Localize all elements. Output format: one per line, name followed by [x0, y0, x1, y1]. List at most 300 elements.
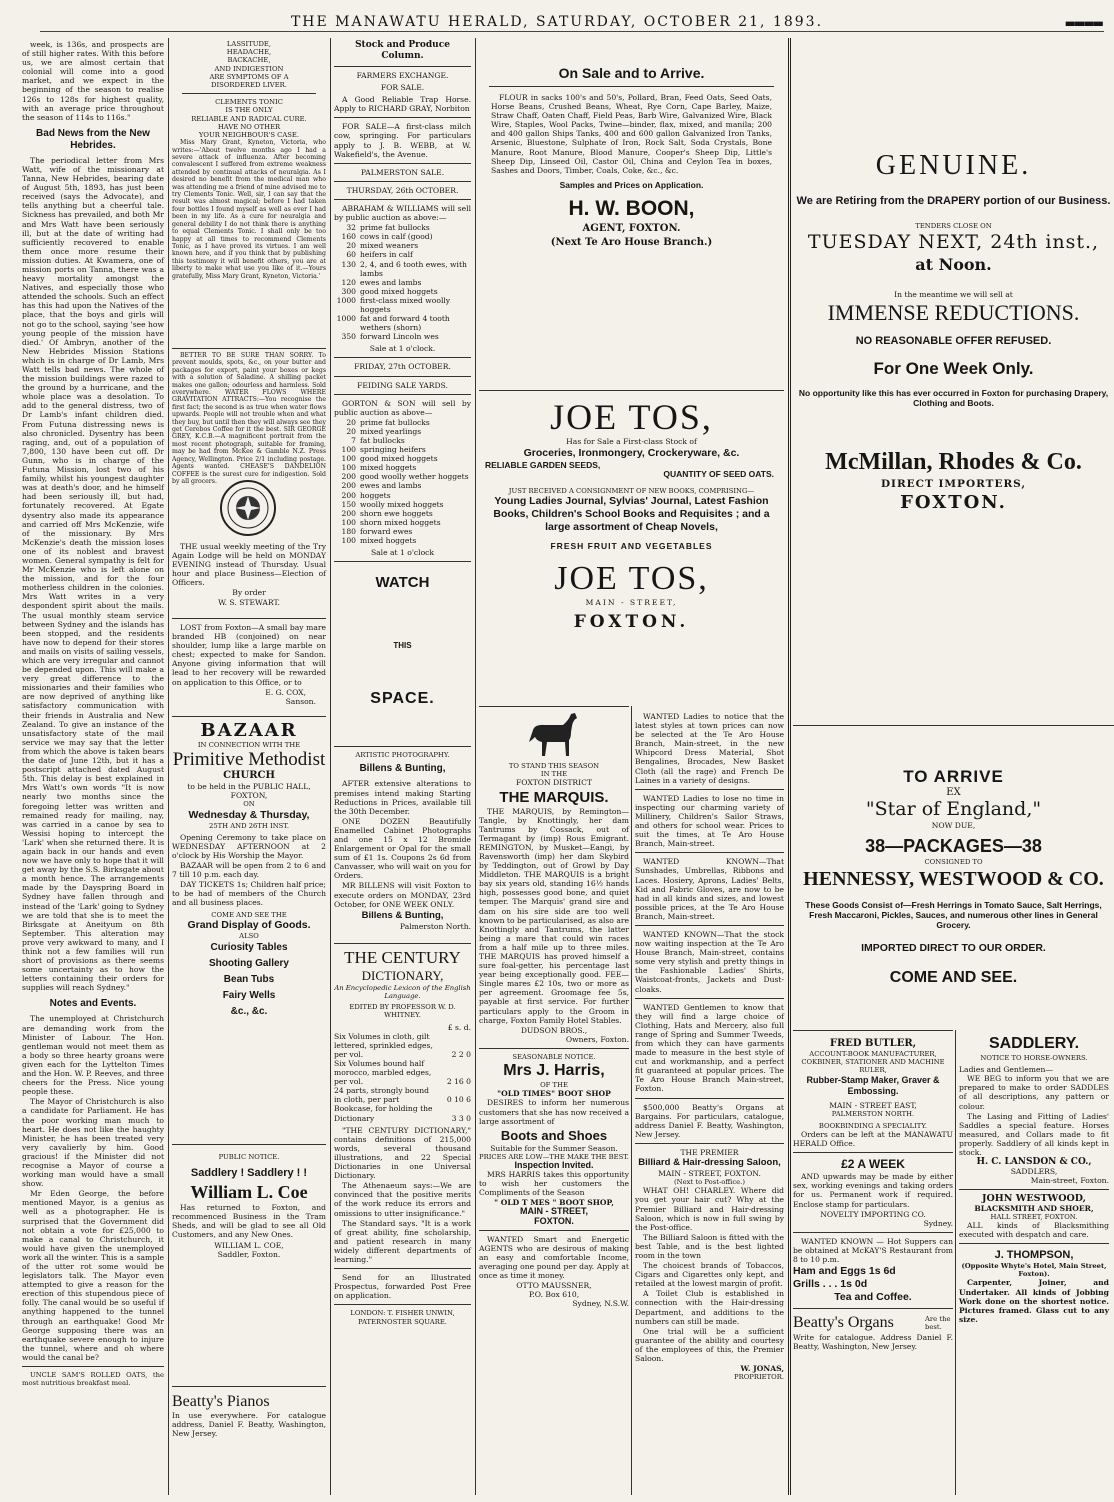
- stock-row: [334, 436, 471, 445]
- publisher: LONDON: T. FISHER UNWIN, PATERNOSTER SQUARE.: [350, 1309, 455, 1326]
- dudson: DUDSON BROS.,: [520, 1025, 588, 1035]
- stock-count: 60: [346, 250, 356, 260]
- bazaar-item: Fairy Wells: [222, 989, 276, 1001]
- jonas: W. JONAS,: [740, 1364, 784, 1374]
- price-value: 3 3 0: [451, 1113, 471, 1123]
- stock-desc: fat bullocks: [360, 436, 405, 445]
- bazaar-item: Bean Tubs: [223, 973, 275, 985]
- tonic-line: RELIABLE AND RADICAL CURE.: [191, 114, 307, 123]
- beatty-organs-title: Beatty's Organs: [793, 1314, 894, 1332]
- lodge-text: THE usual weekly meeting of the Try Again Lodge will be held on MONDAY EVENING instead of Thursday. Usual hour and place Business—Election of Officers.: [172, 542, 326, 588]
- divider: [334, 394, 471, 395]
- stock-count: 100: [341, 536, 356, 546]
- column-rule: [475, 38, 476, 1495]
- joe-has: Has for Sale a First-class Stock of: [566, 437, 697, 446]
- stock-count: 200: [341, 490, 356, 500]
- stock-title: Stock and Produce Column.: [355, 40, 450, 61]
- stock-count: 160: [341, 232, 356, 242]
- joe-tos-advert: [479, 390, 784, 751]
- stock-row: [334, 296, 471, 314]
- tonic-testimonial: Miss Mary Grant, Kyneton, Victoria, who writes:—'About twelve months ago I had a severe attack of influenza. After becoming convalescent I suffered from extreme weakness attended by continual attacks of neuralgia. As I desired no benefit from the medical man who was attending me a friend of mine advised me to try Clements Tonic. Well, sir, I can say that the result was almost magical; before I had taken four bottles I found myself as well as ever I had been in my life. As a cure for neuralgia and general debility I do not think there is anything to equal Clements Tonic. I shall only be too happy at all times to recommend Clements Tonic, as I have proved its virtues. I am well known here, and if you think that by publishing this testimony it will benefit others, you are at liberty to make what use you like of it.—Yours gratefully, Miss Mary Grant, Kyneton, Victoria.': [172, 139, 326, 280]
- horse-icon: [479, 710, 629, 762]
- boon-next: (Next Te Aro House Branch.): [550, 236, 713, 248]
- joe-main: MAIN - STREET,: [585, 597, 678, 607]
- stock-desc: cows in calf (good): [360, 232, 433, 242]
- boots-prices: PRICES ARE LOW—THE MAKE THE BEST.: [479, 1152, 629, 1161]
- beg-text: WE BEG to inform you that we are prepared to make to order SADDLES of all descriptions, any pattern or colour.: [959, 1074, 1109, 1111]
- saladine-advert: [172, 348, 326, 485]
- saddlery-column: [959, 1030, 1109, 1499]
- hall-street: HALL STREET, FOXTON.: [990, 1212, 1078, 1221]
- stock-row: [334, 418, 471, 427]
- sale-time: Sale at 1 o'clock.: [369, 344, 436, 354]
- divider: [334, 1304, 471, 1305]
- hennessy-advert: [793, 725, 1114, 1036]
- lodge-signature: W. S. STEWART.: [218, 597, 280, 607]
- divider: [635, 789, 784, 790]
- stock-count: 20: [346, 426, 356, 436]
- joe-books: Young Ladies Journal, Sylvias' Journal, Latest Fashion Books, Children's School Books and Requisites ; and a large assortment of Cheap Novels,: [493, 495, 770, 534]
- stock-count: 150: [341, 499, 356, 509]
- divider: [334, 746, 471, 747]
- header-rule: [40, 31, 1104, 32]
- beatty-organs-title-row: [793, 1313, 953, 1333]
- stock-desc: good mixed hoggets: [360, 286, 438, 296]
- lansdon: H. C. LANSDON & CO.,: [976, 1157, 1092, 1168]
- divider: [489, 86, 774, 87]
- column-stock: [334, 40, 471, 1495]
- stock-desc: ewes and lambs: [360, 277, 422, 287]
- column-rule: [330, 38, 331, 1495]
- stock-desc: fat and forward 4 tooth wethers (shorn): [360, 314, 450, 333]
- stock-desc: woolly mixed hoggets: [360, 499, 444, 509]
- divider: [334, 357, 471, 358]
- price-row: [334, 1086, 471, 1104]
- stock-desc: prime fat bullocks: [360, 223, 430, 233]
- joe-oats: QUANTITY OF SEED OATS.: [663, 469, 774, 480]
- column-rule: [631, 706, 632, 1495]
- inspection: Inspection Invited.: [514, 1160, 594, 1171]
- century-title: THE CENTURY: [344, 947, 461, 967]
- otto-box: P.O. Box 610,: [528, 1290, 580, 1300]
- beatty-pianos-advert: [172, 1386, 326, 1493]
- divider: [793, 1232, 953, 1233]
- joe-seeds: RELIABLE GARDEN SEEDS,: [485, 460, 601, 471]
- public-notice-title: PUBLIC NOTICE.: [218, 1153, 280, 1161]
- billens-text: ONE DOZEN Beautifully Enamelled Cabinet Photographs and one 15 x 12 Bromide Enlargement or Opal for the small sum of £1 1s. Coupons 2s 6d from Canvasser, who will wait on you for Orders.: [334, 816, 471, 881]
- feilding-yards: FEIDING SALE YARDS.: [357, 380, 448, 390]
- column-news: [22, 40, 164, 1495]
- boon-name: H. W. BOON,: [568, 196, 695, 220]
- stock-count: 200: [341, 481, 356, 491]
- bazaar-where: to be held in the PUBLIC HALL, FOXTON,: [187, 782, 311, 801]
- one-week: For One Week Only.: [873, 359, 1034, 379]
- lodge-by: By order: [232, 588, 266, 598]
- wanted-millinery: WANTED Ladies to lose no time in inspecting our charming variety of Millinery, Children's Sailor Straws, and others for school wear. Prices to suit the times, at Te Aro House Branch, Main-street.: [635, 793, 784, 849]
- tonic-line: CLEMENTS TONIC: [215, 98, 283, 107]
- ladies-gents: Ladies and Gentlemen—: [959, 1065, 1053, 1075]
- joe-foxton: FOXTON.: [573, 611, 690, 632]
- column-rule: [168, 38, 169, 1495]
- saddlery-heading: Saddlery ! Saddlery ! !: [190, 1167, 308, 1180]
- star-england: "Star of England,": [865, 798, 1042, 821]
- divider: [635, 925, 784, 926]
- price-value: 2 16 0: [446, 1077, 471, 1087]
- century-desc: "THE CENTURY DICTIONARY," contains definitions of 215,000 words, several thousand illustrations, and 22 Special Dictionaries in one Universal Dictionary.: [334, 1125, 471, 1181]
- joe-received: JUST RECEIVED A CONSIGNMENT OF NEW BOOKS, COMPRISING—: [508, 487, 755, 496]
- divider: [22, 1366, 164, 1367]
- divider: [334, 561, 471, 562]
- tonic-line: HEADACHE,: [226, 48, 272, 57]
- bazaar-item: Shooting Gallery: [208, 957, 289, 969]
- stock-desc: forward Lincoln wes: [360, 332, 439, 342]
- samples-line: Samples and Prices on Application.: [559, 179, 704, 190]
- horse-ad: A Good Reliable Trap Horse. Apply to RICHARD GRAY, Norbiton: [334, 95, 471, 114]
- billens-place: Palmerston North.: [399, 921, 471, 931]
- butler-orders: Orders can be left at the MANAWATU HERALD Office.: [793, 1130, 953, 1149]
- stock-desc: heifers in calf: [360, 250, 413, 260]
- stock-desc: mixed hoggets: [360, 463, 417, 473]
- abraham-ad: ABRAHAM & WILLIAMS will sell by public auction as above:—: [334, 203, 471, 223]
- bazaar-church2: CHURCH: [223, 770, 275, 782]
- thompson: J. THOMPSON,: [994, 1249, 1074, 1261]
- gorton-ad: GORTON & SON will sell by public auction as above—: [334, 398, 471, 417]
- divider: [635, 1098, 784, 1099]
- lost-place: Sanson.: [285, 696, 316, 706]
- old-times: "OLD TIMES" BOOT SHOP: [497, 1089, 611, 1099]
- no-opportunity: No opportunity like this has ever occurred in Foxton for purchasing Drapery, Clothing and Boots.: [798, 388, 1109, 409]
- butler-rubber: Rubber-Stamp Maker, Graver & Embossing.: [806, 1074, 940, 1096]
- harris-foxton: FOXTON.: [534, 1215, 574, 1226]
- stock-count: 32: [346, 223, 356, 233]
- article-wheat-market: week, is 136s, and prospects are of still higher rates. With this before us, we are almost certain that colonial will come into a good market, and we expect in the beginning of the season to realise 126s to 128s for highest quality, with an average price throughout the season of 114s to 116s.": [22, 40, 164, 122]
- oats-advert: UNCLE SAM'S ROLLED OATS, the most nutritious breakfast meal.: [22, 1371, 164, 1388]
- ex-label: EX: [946, 787, 961, 798]
- bazaar-display: Grand Display of Goods.: [187, 918, 311, 931]
- bazaar-days: Wednesday & Thursday,: [188, 808, 310, 821]
- stock-desc: mixed weaners: [360, 241, 419, 251]
- stock-count: 7: [351, 436, 356, 445]
- notes-paragraph: The unemployed at Christchurch are demanding work from the Minister of Labour. The Hon. gentleman would not meet them as a body so three hearty groans were given each for the Lyttelton Times and the Hon. W. P. Reeves, and three cheers for the Press. Nice young people these.: [22, 1014, 164, 1097]
- divider: [334, 199, 471, 200]
- stock-row: [334, 250, 471, 259]
- notes-paragraph: The Mayor of Christchurch is also a candidate for Parliament. He has the poor working man much to heart. He does not like the haughty Minister, he has been treated very very cavalierly by him. Good gracious! if the Minister did not recognise a Mayor of course a working man would have a small show.: [22, 1097, 164, 1189]
- price-desc: 24 parts, strongly bound in cloth, per part: [334, 1086, 429, 1105]
- watch-word: SPACE.: [370, 690, 435, 708]
- stock-desc: first-class mixed woolly hoggets: [360, 295, 451, 314]
- for-sale: FOR SALE.: [380, 83, 425, 93]
- tuesday: TUESDAY NEXT, 24th inst.,: [807, 231, 1100, 254]
- price-desc: Bookcase, for holding the Dictionary: [334, 1104, 433, 1123]
- harris-title: Mrs J. Harris,: [503, 1062, 605, 1080]
- beatty-text: In use everywhere. For catalogue address, Daniel F. Beatty, Washington, New Jersey.: [172, 1411, 326, 1439]
- bazaar-opening: Opening Ceremony to take place on WEDNESDAY AFTERNOON at 2 o'clock by His Worship the Mayor.: [172, 832, 326, 860]
- stock-desc: hoggets: [360, 490, 391, 500]
- wanted-agents: WANTED Smart and Energetic AGENTS who are desirous of making an easy and comfortable Income, averaging one pound per day. Apply at once as time it money.: [479, 1234, 629, 1281]
- harris-main: MAIN - STREET,: [519, 1206, 588, 1217]
- palmerston-sale: PALMERSTON SALE.: [360, 167, 445, 177]
- imported-direct: IMPORTED DIRECT TO OUR ORDER.: [861, 942, 1046, 955]
- stock-row: [334, 427, 471, 436]
- stock-count: 1000: [336, 314, 356, 324]
- genuine-title: GENUINE.: [875, 150, 1032, 181]
- billiard-text: The Billiard Saloon is fitted with the best Table, and is the best lighted room in the town: [635, 1232, 784, 1260]
- joe-tos-name2: JOE TOS,: [554, 559, 709, 597]
- stock-row: [334, 509, 471, 518]
- wanted-column: [635, 712, 784, 1495]
- butler-name: FRED BUTLER,: [829, 1038, 917, 1049]
- stock-desc: springing heifers: [360, 445, 426, 455]
- price-value: 0 10 6: [446, 1095, 471, 1105]
- marquis-title: THE MARQUIS.: [499, 788, 609, 806]
- thompson-text: Carpenter, Joiner, and Undertaker. All kinds of Jobbing Work done on the shortest notice. Pictures framed. Glass cut to any size.: [959, 1278, 1109, 1324]
- joe-tos-name: JOE TOS,: [550, 397, 713, 437]
- divider: [793, 1308, 953, 1309]
- westwood: JOHN WESTWOOD,: [981, 1193, 1086, 1205]
- bazaar-on: ON: [243, 800, 255, 809]
- no-reasonable: NO REASONABLE OFFER REFUSED.: [855, 335, 1052, 348]
- what-oh: WHAT OH! CHARLEY. Where did you get your hair cut? Why at the Premier Billiard and Hair-dressing Saloon, which is now in full swing by the Post-office.: [635, 1186, 784, 1232]
- blacksmith: BLACKSMITH AND SHOER,: [974, 1203, 1094, 1213]
- wanted-shirts: WANTED KNOWN—That the stock now waiting inspection at the Te Aro House Branch, Main-street, contains some very stylish and pretty things in the Fashionable Ladies' Shirts, Waistcoat-fronts, Jackets and Dust-cloaks.: [635, 929, 784, 994]
- thompson-opposite: (Opposite Whyte's Hotel, Main Street, Foxton).: [961, 1262, 1107, 1279]
- stock-desc: 2, 4, and 6 tooth ewes, with lambs: [360, 259, 467, 278]
- standard-quote: The Standard says. "It is a work of great ability, fine scholarship, and patient research in many widely different departments of learning.": [334, 1218, 471, 1264]
- divider: [334, 66, 471, 67]
- stock-count: 200: [341, 472, 356, 482]
- century-sub: An Encyclopedic Lexicon of the English Language.: [334, 983, 471, 1001]
- column-rule: [955, 1030, 956, 1495]
- stock-list-feilding: [334, 418, 471, 545]
- watch-word: THIS: [393, 641, 412, 651]
- divider: [334, 163, 471, 164]
- cow-ad: FOR SALE—A first-class milch cow, springing. For particulars apply to J. B. WEBB, at W. Wakefield's, the Avenue.: [334, 122, 471, 159]
- stock-count: 1000: [336, 295, 356, 305]
- sale-date: THURSDAY, 26th OCTOBER.: [346, 185, 459, 195]
- stock-row: [334, 314, 471, 332]
- butler-trade: ACCOUNT-BOOK MANUFACTURER, COKBINER, STATIONER AND MACHINE RULER,: [801, 1050, 945, 1075]
- packages: 38—PACKAGES—38: [865, 836, 1042, 857]
- harris-desires: DESIRES to inform her numerous customers that she has now received a large assortment of: [479, 1098, 629, 1126]
- boots-suitable: Suitable for the Summer Season.: [490, 1143, 618, 1153]
- coe-saddlery-advert: [172, 1144, 326, 1393]
- boots-title: Boots and Shoes: [500, 1127, 608, 1143]
- billens-sign: Billens & Bunting,: [361, 909, 444, 921]
- stock-row: [334, 332, 471, 341]
- stock-desc: shorn ewe hoggets: [360, 508, 433, 518]
- column-adverts-2: [479, 40, 784, 1495]
- bazaar-also: ALSO: [239, 931, 259, 940]
- divider: [635, 852, 784, 853]
- trial-text: One trial will be a sufficient guarantee of the ability and courtesy of the employees of this, the Premier Saloon.: [635, 1326, 784, 1364]
- watch-word: WATCH: [375, 574, 430, 592]
- billens-title: Billens & Bunting,: [359, 763, 446, 775]
- headline-notes: Notes and Events.: [49, 998, 137, 1010]
- grills: Grills . . . 1s 0d: [793, 1278, 868, 1291]
- butler-bookbinding: BOOKBINDING A SPECIALITY.: [818, 1121, 928, 1130]
- saddlery-title: SADDLERY.: [988, 1035, 1080, 1052]
- bazaar-item: Curiosity Tables: [210, 941, 288, 953]
- coe-name: William L. Coe: [190, 1182, 308, 1203]
- novelty: NOVELTY IMPORTING CO.: [820, 1209, 926, 1219]
- stock-count: 200: [341, 508, 356, 518]
- bazaar-tickets: DAY TICKETS 1s; Children half price; to be had of members of the Church and all business places.: [172, 880, 326, 908]
- notes-paragraph: Mr Eden George, the before mentioned Mayor, is a genius as well as a photographer. He is surprised that the Government did not obtain a vote for £25,000 to make a canal to Christchurch, it would have given the unemployed work all the winter. This is a sample of the utter rot some would be legislators talk. The Mayor even attempted to give a reason for the erection of this stupendous piece of folly. The canal would be so useful if anything happened to the tunnel through an earthquake! Good Mr George supposing there was an earthquake severe enough to injure the tunnel, where and oh where would the canal be?: [22, 1189, 164, 1362]
- tonic-line: DISORDERED LIVER.: [211, 81, 287, 90]
- athenaeum-quote: The Athenaeum says:—We are convinced that the positive merits of the work reduce its errors and omissions to utter insignificance.": [334, 1181, 471, 1218]
- mckay-wanted: WANTED KNOWN — Hot Suppers can be obtained at McKAY'S Restaurant from 8 to 10 p.m.: [793, 1236, 953, 1265]
- stock-row: [334, 527, 471, 536]
- horse-owners: NOTICE TO HORSE-OWNERS.: [980, 1054, 1088, 1062]
- lost-signature: E. G. COX,: [265, 687, 306, 697]
- stock-count: 100: [341, 463, 356, 473]
- stock-desc: ewes and lambs: [360, 481, 422, 491]
- wanted-gentlemen: WANTED Gentlemen to know that they will find a large choice of Clothing, Hats and Mercery, also full range of Spring and Summer Tweeds, from which they can have garments made to measure in the best style of cut and workmanship, and a perfect fit guaranteed at popular prices. The Te Aro House Branch Main-street, Foxton.: [635, 1002, 784, 1094]
- divider: [479, 1230, 629, 1231]
- sale-time: Sale at 1 o'clock: [370, 548, 435, 558]
- mcmillan-name: McMillan, Rhodes & Co.: [825, 449, 1082, 476]
- article-hebrides: The periodical letter from Mrs Watt, wife of the missionary at Tanna, New Hebrides, bearing date of August 5th, 1893, has just been received (says the Advocate), and tells anything but a cheerful tale. Sickness has prevailed, and both Mr and Mrs Watt have been seriously ill, but at the date of writing had sufficiently recovered to enable them once more resume their mission duties. At Kwamera, one of mission ports on Tanna, there was a heavy mortality amongst the Natives, and especially those who attended the schools. Such an effect has this had upon the Natives of the place, that the boys and girls will not go to the school, saying 'see how young people of the mission have died.' Of Ambryn, another of the New Hebrides Mission Stations which is in charge of Dr Lamb, Mrs Watt tells bad news. The whole of the mission buildings were razed to the ground by a hurricane, and the whole place was a desolation. To add to the general distress, two of Dr Lamb's infant children died. From Futuna distressing news is also chronicled. Dysentry has been raging, and, out of a population of 7,800, 130 have been cut off. Dr Gunn, who is in charge of the Futuna Mission, lost two of his family, whilst his youngest daughter was at death's door, and he himself had been seriously ill, but had, fortunately recovered. At Egate dysentry also made its appearance and carried off Mrs McKenzie, wife of the missionary. By Mrs McKenzie's death the mission loses one of its noblest and bravest women. General sympathy is felt for Mr McKenzie who is left alone on the mission, and for the four motherless children in the colonies. Mrs Watt writes in a very despondent spirit about the mails. The usual monthly steam service between Sydney and the islands has been stopped, and the residents have now to depend for their stores and mails on visits of sailing vessels, which are very irregular and cannot be depended upon. This will make a very great difference to the missionaries and their families who are now deprived of anything like satisfactory communication with their friends in Australia and New Zealand. To give an instance of the unsatisfactory state of the mail service we may say that the letter from which the above is taken bears the date of June 12th, but it has a postscript attached dated August 5th. This delay is best explained in Mrs Watt's own words "It is now nearly two months since the foregoing letter was written and remained ready for mailing, nay, was carried in a canoe by sea to Wessisi hoping to intercept the 'Lark' when she returned there. It is again back in our hands and even now we have only to hope that it will get away by the S.S. Birksgate about a month hence. The arrangements made by the Dayspring Board in Sydney have fallen through and instead of the 'Lark' going to Sydney we are told that she is to meet the Birksgate at Aneityum on 8th September. This alteration may prove very awkward to many, and I think not a few families will run short of provisions as there seems some uncertainty as to how the letters containing their orders for supplies will reach Sydney.": [22, 155, 164, 993]
- tobacco-text: The choicest brands of Tobaccos, Cigars and Cigarettes only kept, and retailed at the lowest margin of profit.: [635, 1261, 784, 1289]
- watch-this-space: [334, 566, 471, 742]
- stock-row: [334, 491, 471, 500]
- mcmillan-foxton: FOXTON.: [900, 492, 1007, 514]
- bazaar-sub: IN CONNECTION WITH THE: [197, 741, 301, 749]
- page-header-title: THE MANAWATU HERALD, SATURDAY, OCTOBER 21, 1893.: [290, 14, 824, 30]
- stock-count: 20: [346, 241, 356, 251]
- century-editor: EDITED BY PROFESSOR W. D. WHITNEY.: [349, 1003, 456, 1020]
- price-row: [334, 1059, 471, 1086]
- toilet-text: A Toilet Club is established in connection with the Hair-dressing Department, and additions to the numbers can still be made.: [635, 1289, 784, 1326]
- onsale-title: On Sale and to Arrive.: [558, 65, 705, 81]
- dudson-owners: Owners, Foxton.: [565, 1034, 629, 1044]
- seasonable: SEASONABLE NOTICE.: [512, 1052, 596, 1061]
- billiard-next: (Next to Post-office.): [674, 1178, 745, 1187]
- stock-row: [334, 278, 471, 287]
- stock-count: 180: [341, 526, 356, 536]
- stock-row: [334, 454, 471, 463]
- otto: OTTO MAUSSNER,: [516, 1281, 592, 1291]
- butler-column: [793, 1030, 953, 1502]
- stock-count: 20: [346, 417, 356, 427]
- blacksmith-text: ALL kinds of Blacksmithing executed with despatch and care.: [959, 1220, 1109, 1239]
- stock-row: [334, 260, 471, 278]
- century-dictionary: DICTIONARY,: [361, 967, 444, 983]
- divider: [635, 998, 784, 999]
- stock-count: 100: [341, 517, 356, 527]
- boon-agent: AGENT, FOXTON.: [582, 222, 681, 234]
- lost-text: LOST from Foxton—A small bay mare branded HB (conjoined) on near shoulder, lump like a large marble on chest; expected to make for Sandon. Anyone giving information that will lead to her recovery will be rewarded on application to this Office, or to: [172, 623, 326, 687]
- jonas-proprietor: PROPRIETOR.: [734, 1373, 784, 1382]
- novelty-sydney: Sydney.: [923, 1218, 953, 1228]
- bazaar-hours: BAZAAR will be open from 2 to 6 and 7 till 10 p.m. each day.: [172, 861, 326, 880]
- joe-groceries: Groceries, Ironmongery, Crockeryware, &c.: [523, 447, 740, 460]
- tonic-line: HAVE NO OTHER: [217, 122, 281, 131]
- lodge-notice: [172, 542, 326, 616]
- hennessy-name: HENNESSY, WESTWOOD & CO.: [803, 868, 1104, 891]
- lansdon-main: Main-street, Foxton.: [1030, 1176, 1109, 1186]
- wanted-sunshades: WANTED KNOWN—That Sunshades, Umbrellas, Ribbons and Laces. Hosiery, Aprons, Ladies' Belts, Kid and Fabric Gloves, are now to be had in all kinds and sizes, and lowest possible prices, at the Te Aro House Branch, Main-street.: [635, 857, 784, 921]
- harris-thanks: MRS HARRIS takes this opportunity to wish her customers the Compliments of the Season: [479, 1170, 629, 1198]
- bazaar-advert: [172, 716, 326, 1146]
- meantime: In the meantime we will sell at: [894, 290, 1013, 300]
- bazaar-dates: 25TH AND 26TH INST.: [209, 821, 289, 830]
- divider: [182, 93, 316, 94]
- price-desc: Six Volumes bound half morocco, marbled edges, per vol.: [334, 1059, 432, 1087]
- lansdon-saddlers: SADDLERS,: [1010, 1167, 1058, 1177]
- price-desc: Six Volumes in cloth, gilt lettered, sprinkled edges, per vol.: [334, 1031, 433, 1059]
- price-value: 2 2 0: [451, 1049, 471, 1059]
- send-prospectus: Send for an Illustrated Prospectus, forwarded Post Free on application.: [334, 1273, 471, 1301]
- stock-row: [334, 445, 471, 454]
- clements-tonic-advert: [172, 40, 326, 346]
- marquis-text: THE MARQUIS, by Remington—Tangle, by Knottingly, her dam Tantrums by Cossack, out of Termagant by (imp) Rous Emigrant. REMINGTON, by Musket—Eangi, by Ravensworth (imp) her dam Skybird by Teddington, out of Growl by Day Middleton. THE MARQUIS is a bright bay six years old, standing 16½ hands high, possesses good bone, and quiet temper. The Marquis' grand sire and dam on his sire side are too well known to be particularised, as also are Knottingly and Tantrums, the latter being a mare that could win races from a half mile up to three miles. THE MARQUIS has proved himself a sure foal-getter, his percentage last year being exceptionally good. FEE—Single mares £2 10s, two or more as per agreement. Groomage fee 5s, payable at first service. For further particulars apply to the Groom in charge, Foxton Family Hotel Stables.: [479, 806, 629, 1025]
- ham-eggs: Ham and Eggs 1s 6d: [793, 1265, 896, 1278]
- stock-desc: shorn mixed hoggets: [360, 517, 441, 527]
- boon-advert: [479, 40, 784, 395]
- divider: [334, 376, 471, 377]
- tonic-line: ARE SYMPTOMS OF A: [209, 72, 289, 81]
- stock-count: 130: [341, 259, 356, 269]
- divider: [959, 1243, 1109, 1244]
- stock-desc: good mixed hoggets: [360, 454, 438, 464]
- farmers-exchange: FARMERS EXCHANGE.: [356, 71, 449, 80]
- mcmillan-advert: [793, 40, 1114, 730]
- masthead: [0, 0, 1114, 34]
- billiard-title: Billiard & Hair-dressing Saloon,: [638, 1157, 781, 1169]
- artistic-heading: ARTISTIC PHOTOGRAPHY.: [355, 751, 450, 760]
- tea-coffee: Tea and Coffee.: [834, 1291, 912, 1304]
- divider: [334, 117, 471, 118]
- tonic-line: BACKACHE,: [227, 56, 271, 65]
- immense: IMMENSE REDUCTIONS.: [827, 300, 1080, 326]
- divider: [334, 181, 471, 182]
- billiard-main: MAIN - STREET, FOXTON.: [658, 1169, 761, 1179]
- wanted-ladies: WANTED Ladies to notice that the latest styles at town prices can now be selected at the Te Aro House Branch, Main-street, in the new Whipcord Dress Material, Shot Bengalines, Brocades, New Basket Cloth (all the rage) and French De Laines in a variety of designs.: [635, 712, 784, 785]
- at-noon: at Noon.: [915, 255, 992, 275]
- joe-fruit: FRESH FRUIT AND VEGETABLES: [550, 541, 713, 552]
- coe-signature2: Saddler, Foxton.: [217, 1249, 281, 1259]
- stock-row: [334, 463, 471, 472]
- tonic-line: AND INDIGESTION: [214, 64, 284, 73]
- come-and-see: COME AND SEE.: [889, 969, 1018, 987]
- stock-desc: good woolly wether hoggets: [360, 472, 469, 482]
- divider: [959, 1189, 1109, 1190]
- stock-desc: mixed hoggets: [360, 536, 417, 546]
- stock-row: [334, 500, 471, 509]
- lost-mare-notice: [172, 618, 326, 717]
- two-pounds-week: £2 A WEEK: [841, 1157, 905, 1172]
- goods-consist: These Goods Consist of—Fresh Herrings in Tomato Sauce, Salt Herrings, Fresh Maccaroni, Pickles, Sauces, and numerous other lines in General Grocery.: [805, 900, 1102, 931]
- otto-sydney: Sydney, N.S.W.: [572, 1299, 629, 1309]
- to-arrive: TO ARRIVE: [903, 767, 1004, 786]
- stock-row: [334, 518, 471, 527]
- tonic-line: LASSITUDE,: [226, 40, 272, 48]
- century-prices: [334, 1032, 471, 1123]
- stock-row: [334, 287, 471, 296]
- stock-row: [334, 232, 471, 241]
- sale-date: FRIDAY, 27th OCTOBER.: [354, 362, 451, 372]
- headline-hebrides: Bad News from the New Hebrides.: [36, 127, 150, 151]
- stock-count: 120: [341, 277, 356, 287]
- coe-signature: WILLIAM L. COE,: [214, 1240, 284, 1250]
- stock-list-palmerston: [334, 223, 471, 341]
- bazaar-church: Primitive Methodist: [172, 749, 326, 771]
- stock-row: [334, 241, 471, 250]
- now-due: NOW DUE,: [931, 821, 976, 831]
- stock-row: [334, 472, 471, 481]
- column-rule: [788, 38, 791, 1495]
